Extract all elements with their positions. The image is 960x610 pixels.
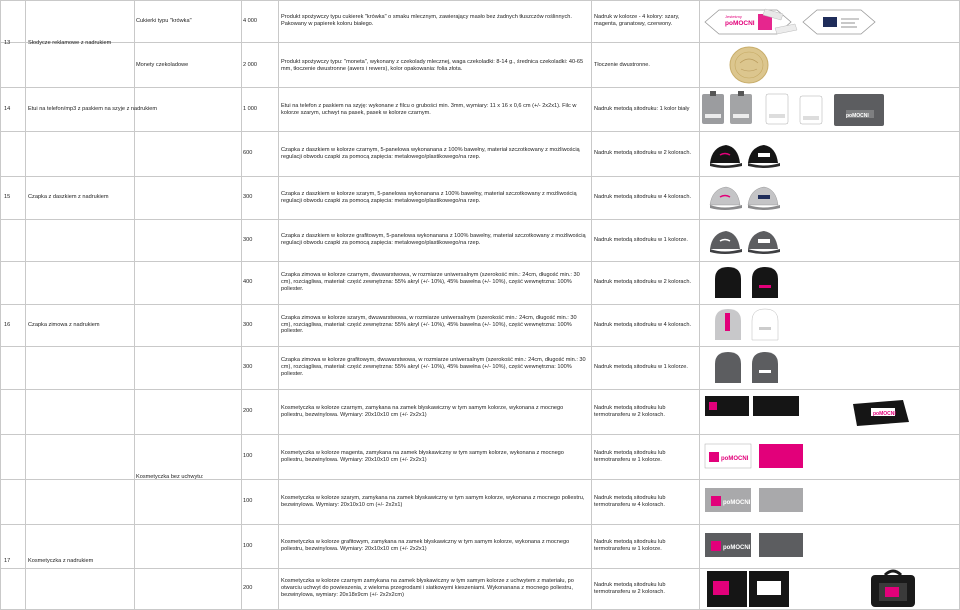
svg-text:poMOCNI: poMOCNI (723, 500, 751, 506)
cap-black-image (708, 141, 782, 169)
bag-magenta-image (703, 440, 953, 476)
beanie-graphite-image (712, 350, 784, 386)
candy-brand: poMOCNI (725, 20, 755, 27)
print-method: Nadruk metodą sitodruku lub termotransferu w 4 kolorach. (594, 494, 666, 508)
product-description: Kosmetyczka w kolorze magenta, zamykana na zamek błyskawiczny w tym samym kolorze, wykonana z mocnego poliestru, bezwinylowa. Wymiary: 20x10x10 cm (+/- 2x2x1) (281, 449, 564, 463)
quantity: 300 (243, 364, 253, 370)
beanie-black-image (712, 265, 784, 301)
quantity: 300 (243, 321, 253, 328)
quantity: 2 000 (243, 62, 257, 68)
quantity: 1 000 (243, 106, 257, 112)
group-number: 17 (4, 558, 11, 564)
print-method: Nadruk metodą sitodruku w 2 kolorach. (594, 279, 692, 285)
product-description: Czapka z daszkiem w kolorze czarnym, 5-panelowa wykonanana z 100% bawełny, materiał szczotkowany z możliwością regulacji obwodu czapki za pomocą zapięcia: metalowego/plastikowego/na rzep. (281, 146, 580, 160)
quantity: 100 (243, 542, 253, 549)
product-description: Produkt spożywczy typu: "moneta", wykonany z czekolady mlecznej, waga czekoladki: 8-14 g., średnica czekoladki: 40-65 mm, tłoczenie dwustronne (awers i rewers), kolor opakowania: folia złota. (281, 58, 584, 72)
bag-graphite-image (703, 529, 953, 565)
product-description: Kosmetyczka w kolorze szarym, zamykana na zamek błyskawiczny w tym samym kolorze, wykonana z mocnego poliestru, bezwinylowa. Wymiary: 20x10x10 cm (+/- 2x2x1) (281, 494, 585, 508)
product-description: Czapka zimowa w kolorze czarnym, dwuwarstwowa, w rozmiarze uniwersalnym (szerokość min.: 24cm, długość min.: 30 cm), rozciągliwa, materiał: część zewnętrzna: 55% akryl (+/- 10%), 45% bawełna (+/- 10%), część wewnętrzna: 100% poliester. (281, 272, 580, 292)
product-name: Monety czekoladowe (136, 62, 189, 68)
cap-graphite-image (708, 227, 782, 255)
quantity: 200 (243, 408, 253, 414)
bag-grey-image (703, 484, 953, 520)
quantity: 400 (243, 279, 253, 285)
quantity: 100 (243, 453, 253, 459)
group-number: 15 (4, 194, 11, 200)
print-method: Nadruk metodą sitodruku w 1 kolorze. (594, 364, 688, 370)
group-number: 14 (4, 106, 11, 112)
print-method: Nadruk metodą sitodruku lub termotransferu w 2 kolorach. (594, 404, 666, 418)
group-name: Etui na telefon/mp3 z paskiem na szyje z nadrukiem (28, 106, 158, 112)
quantity: 300 (243, 236, 253, 243)
print-method: Nadruk metodą sitodruku w 4 kolorach. (594, 321, 692, 328)
product-description: Czapka z daszkiem w kolorze grafitowym, 5-panelowa wykonanana z 100% bawełny, materiał szczotkowany z możliwością regulacji obwodu czapki za pomocą zapięcia: metalowego/plastikowego/na rzep. (281, 233, 586, 246)
bag-subgroup-name: Kosmetyczka bez uchwytu: (136, 474, 204, 480)
product-description: Produkt spożywczy typu cukierek "krówka" o smaku mlecznym, zawierający masło bez żadnych tłuszczów roślinnych. Pakowany w papierek koloru białego. (281, 14, 572, 27)
product-description: Kosmetyczka w kolorze czarnym zamykana na zamek błyskawiczny w tym samym kolorze z uchwytem z materiału, po otwarciu uchwyt do powieszenia, z wieloma przegrodami i siatkowymi kieszeniami. Wykonanana z mocnego poliestru, bezwinylowa, wymiary: 20x18x9cm (+/- 2x2x2cm) (281, 578, 574, 598)
print-method: Nadruk w kolorze - 4 kolory: szary, magenta, granatowy, czerwony. (594, 14, 680, 27)
product-description: Kosmetyczka w kolorze czarnym, zamykana na zamek błyskawiczny w tym samym kolorze, wykonana z mocnego poliestru, bezwinylowa. Wymiary: 20x10x10 cm (+/- 2x2x1) (281, 404, 564, 418)
chocolate-coin-image (728, 45, 770, 85)
svg-text:poMOCNI: poMOCNI (873, 411, 896, 417)
cap-grey-image (708, 183, 782, 211)
group-number: 13 (4, 40, 11, 46)
group-number: 16 (4, 321, 11, 328)
candy-brand-small: Jesteśmy (725, 14, 742, 19)
print-method: Nadruk metodą sitodruku: 1 kolor biały (594, 106, 690, 112)
phone-case-image (700, 90, 890, 130)
product-description: Czapka zimowa w kolorze szarym, dwuwarstwowa, w rozmiarze uniwersalnym (szerokość min.: 24cm, długość min.: 30 cm), rozciągliwa, materiał: część zewnętrzna: 55% akryl (+/- 10%), 45% bawełna (+/- 10%), część wewnętrzna: 100% poliester. (281, 314, 577, 335)
quantity: 300 (243, 194, 253, 200)
print-method: Nadruk metodą sitodruku w 2 kolorach. (594, 150, 692, 156)
group-name: Czapka zimowa z nadrukiem (28, 321, 100, 328)
print-method: Nadruk metodą sitodruku w 1 kolorze. (594, 236, 688, 243)
quantity: 600 (243, 150, 253, 156)
group-name: Czapka z daszkiem z nadrukiem (28, 194, 109, 200)
print-method: Nadruk metodą sitodruku lub termotransferu w 1 kolorze. (594, 449, 666, 463)
product-description: Czapka z daszkiem w kolorze szarym, 5-panelowa wykonanana z 100% bawełny, materiał szczotkowany z możliwością regulacji obwodu czapki za pomocą zapięcia: metalowego/plastikowego/na rzep. (281, 190, 577, 204)
svg-text:poMOCNI: poMOCNI (721, 456, 749, 462)
quantity: 4 000 (243, 17, 257, 24)
print-method: Nadruk metodą sitodruku lub termotransferu w 1 kolorze. (594, 539, 666, 552)
print-method: Nadruk metodą sitodruku w 4 kolorach. (594, 194, 692, 200)
product-name: Cukierki typu "krówka" (136, 17, 192, 24)
bag-handle-image (703, 569, 953, 609)
print-method: Tłoczenie dwustronne. (594, 62, 650, 68)
quantity: 200 (243, 585, 253, 591)
candy-image (703, 6, 878, 38)
group-name: Słodycze reklamowe z nadrukiem (28, 40, 112, 46)
bag-black-image (703, 394, 953, 430)
print-method: Nadruk metodą sitodruku lub termotransferu w 2 kolorach. (594, 581, 666, 595)
quantity: 100 (243, 498, 253, 504)
beanie-grey-image (712, 307, 784, 343)
svg-text:poMOCNI: poMOCNI (846, 113, 869, 119)
product-description: Kosmetyczka w kolorze grafitowym, zamykana na zamek błyskawiczny w tym samym kolorze, wykonana z mocnego poliestru, bezwinylowa. Wymiary: 20x10x10 cm (+/- 2x2x1) (281, 539, 570, 552)
product-description: Etui na telefon z paskiem na szyję: wykonane z filcu o grubości min. 3mm, wymiary: 11 x 16 x 0,6 cm (+/- 2x2x1). Filc w kolorze szarym, uchwyt na pasek, pasek w kolorze czarnym. (281, 102, 577, 116)
svg-text:poMOCNI: poMOCNI (723, 545, 751, 551)
product-description: Czapka zimowa w kolorze grafitowym, dwuwarstwowa, w rozmiarze uniwersalnym (szerokość min.: 24cm, długość min.: 30 cm), rozciągliwa, materiał: część zewnętrzna: 55% akryl (+/- 10%), 45% bawełna (+/- 10%), część wewnętrzna: 100% poliester. (281, 357, 586, 377)
group-name: Kosmetyczka z nadrukiem (28, 558, 94, 564)
